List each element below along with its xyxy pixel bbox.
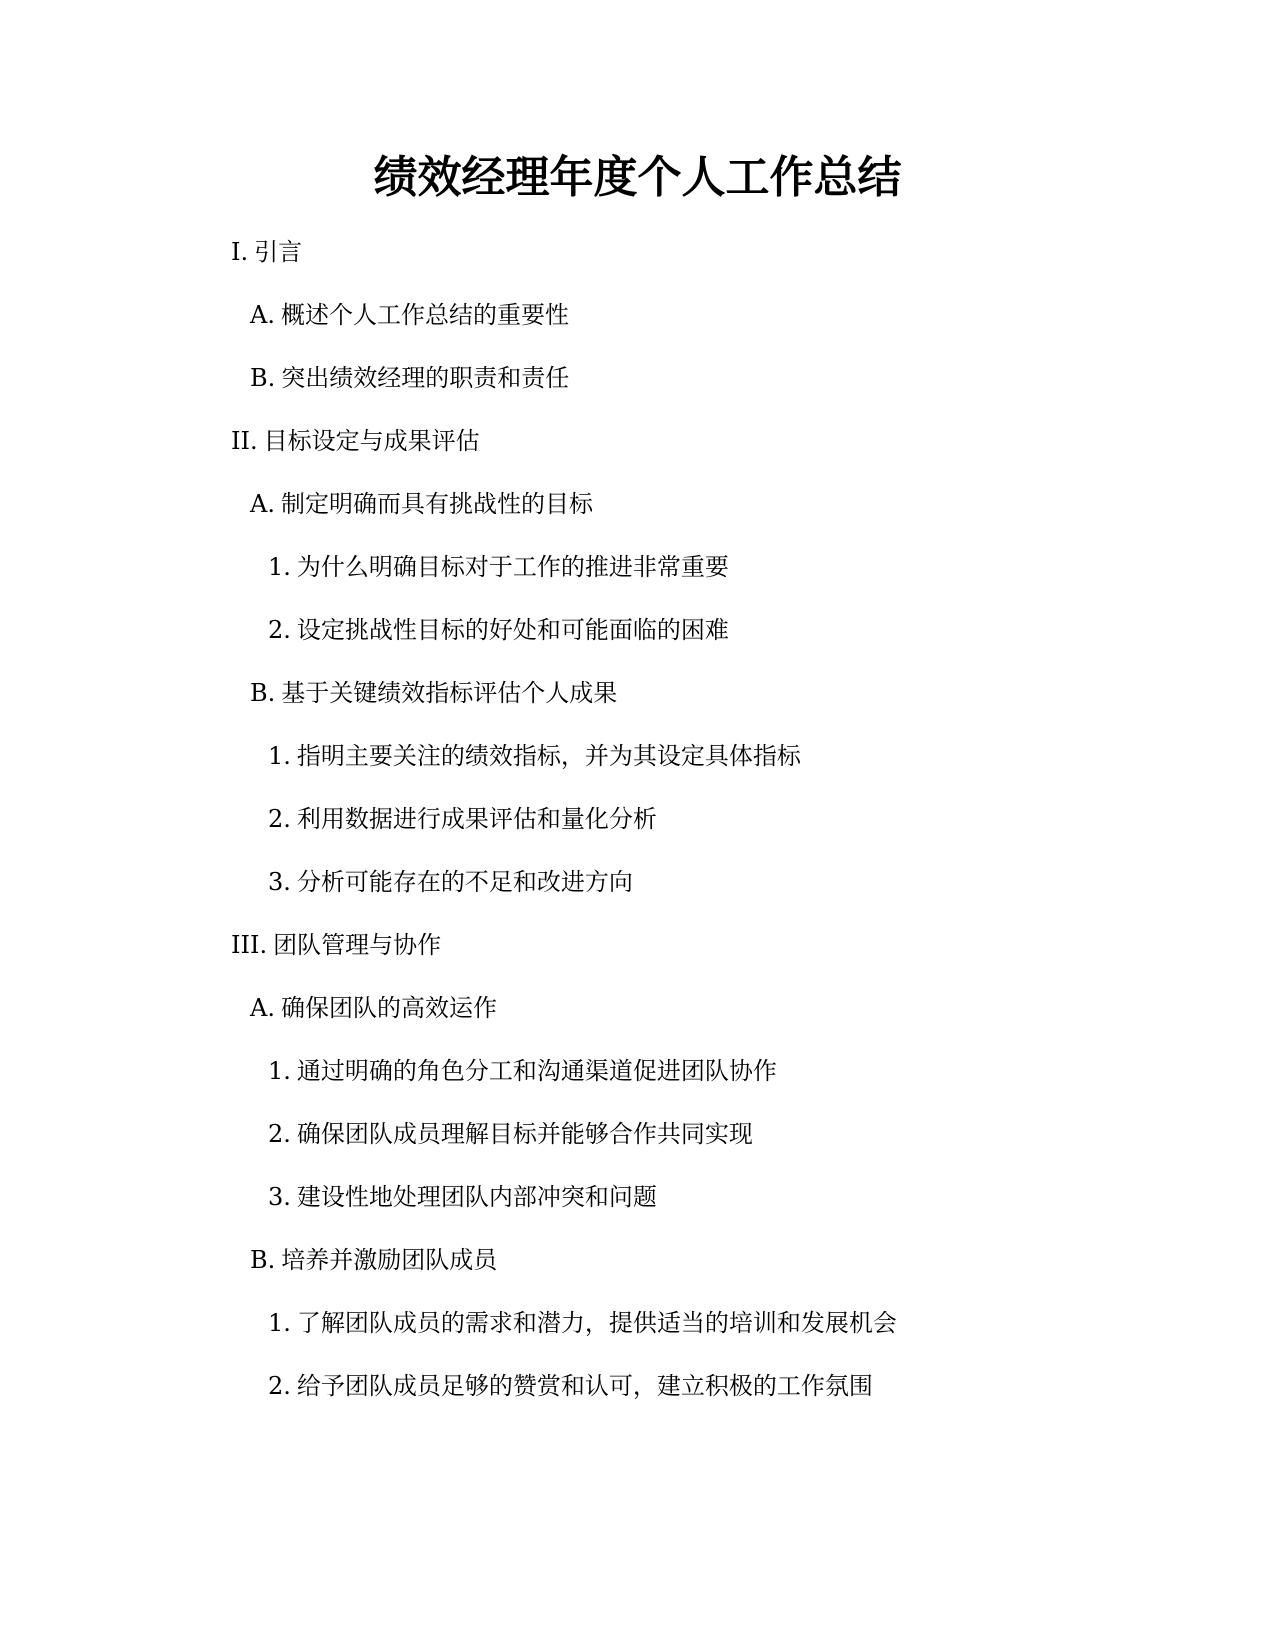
outline-item: [268, 804, 657, 834]
outline-marker: 1.: [268, 742, 291, 770]
outline-item: [268, 1056, 777, 1086]
outline-text: 利用数据进行成果评估和量化分析: [296, 805, 657, 833]
outline-marker: 1.: [268, 1309, 291, 1337]
outline-marker: A.: [250, 301, 275, 329]
outline-marker: A.: [250, 994, 275, 1022]
outline-text: 引言: [254, 238, 303, 266]
outline-marker: III.: [231, 931, 268, 959]
outline-marker: 1.: [268, 1057, 291, 1085]
outline-item: [231, 930, 441, 960]
outline-item: [250, 1245, 497, 1275]
outline-text: 指明主要关注的绩效指标，并为其设定具体指标: [296, 742, 801, 770]
outline-marker: 2.: [268, 1372, 291, 1400]
outline-text: 概述个人工作总结的重要性: [280, 301, 569, 329]
outline-text: 设定挑战性目标的好处和可能面临的困难: [296, 616, 729, 644]
outline-item: [250, 300, 569, 330]
outline-marker: 1.: [268, 553, 291, 581]
outline-item: [250, 993, 497, 1023]
outline-item: [250, 678, 617, 708]
outline-item: [268, 1308, 897, 1338]
outline-marker: 2.: [268, 805, 291, 833]
outline-item: [231, 426, 480, 456]
outline-marker: 3.: [268, 868, 291, 896]
outline-text: 确保团队成员理解目标并能够合作共同实现: [296, 1120, 753, 1148]
outline-item: [268, 1371, 873, 1401]
outline-text: 制定明确而具有挑战性的目标: [280, 490, 593, 518]
outline-item: [250, 363, 569, 393]
outline-text: 团队管理与协作: [273, 931, 442, 959]
outline-marker: 3.: [268, 1183, 291, 1211]
outline-item: [268, 741, 801, 771]
outline-text: 分析可能存在的不足和改进方向: [296, 868, 633, 896]
outline-marker: 2.: [268, 1120, 291, 1148]
outline-item: [268, 615, 729, 645]
outline-marker: 2.: [268, 616, 291, 644]
outline-text: 目标设定与成果评估: [263, 427, 480, 455]
outline-marker: A.: [250, 490, 275, 518]
outline-marker: B.: [250, 364, 276, 392]
outline-item: [250, 489, 593, 519]
outline-text: 为什么明确目标对于工作的推进非常重要: [296, 553, 729, 581]
outline-text: 确保团队的高效运作: [280, 994, 497, 1022]
outline-text: 通过明确的角色分工和沟通渠道促进团队协作: [296, 1057, 777, 1085]
outline-text: 培养并激励团队成员: [281, 1246, 498, 1274]
outline-marker: I.: [231, 238, 249, 266]
outline-item: [231, 237, 302, 267]
outline-marker: B.: [250, 1246, 276, 1274]
outline-text: 基于关键绩效指标评估个人成果: [281, 679, 618, 707]
outline-item: [268, 1182, 657, 1212]
outline-item: [268, 1119, 753, 1149]
outline-text: 了解团队成员的需求和潜力，提供适当的培训和发展机会: [296, 1309, 897, 1337]
outline-text: 建设性地处理团队内部冲突和问题: [296, 1183, 657, 1211]
outline-marker: II.: [231, 427, 258, 455]
outline-text: 突出绩效经理的职责和责任: [281, 364, 570, 392]
outline-text: 给予团队成员足够的赞赏和认可，建立积极的工作氛围: [296, 1372, 873, 1400]
outline-item: [268, 867, 633, 897]
outline-item: [268, 552, 729, 582]
document-title: 绩效经理年度个人工作总结: [373, 152, 902, 203]
outline-marker: B.: [250, 679, 276, 707]
